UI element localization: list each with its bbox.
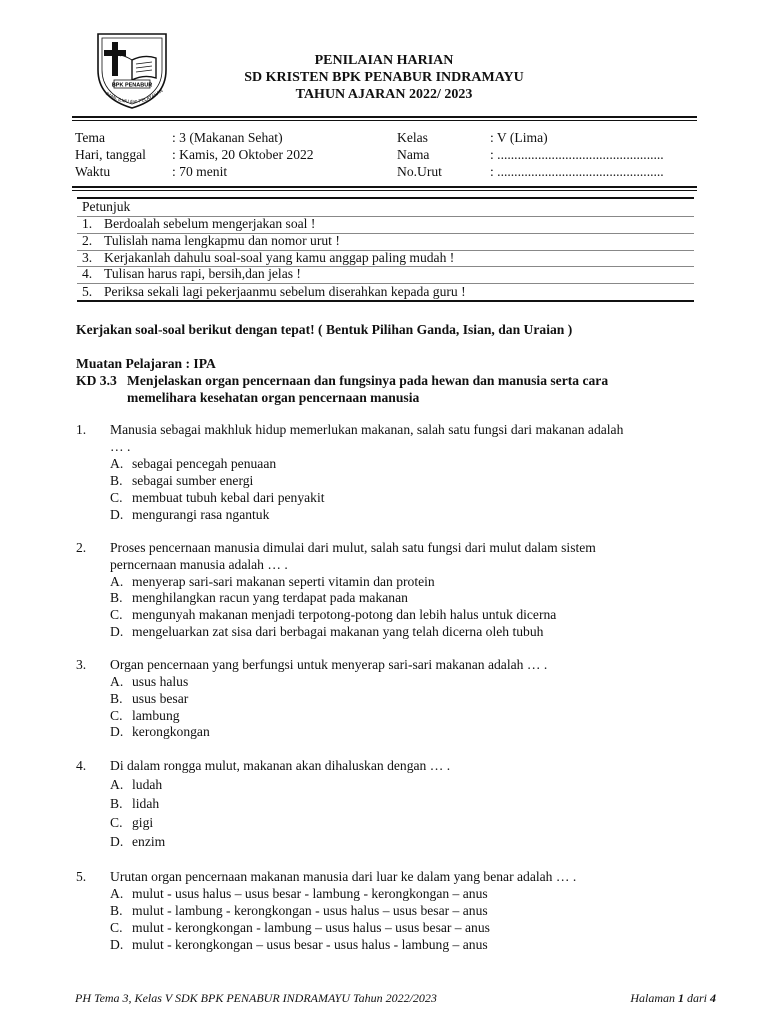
option-b <box>110 691 188 707</box>
question-number: 4. <box>76 758 87 773</box>
instruction-text: Tulislah nama lengkapmu dan nomor urut ! <box>104 233 340 248</box>
option-text: mulut - kerongkongan - lambung – usus halus – usus besar – anus <box>132 920 490 935</box>
instruction-item <box>82 216 315 232</box>
instruction-number: 5. <box>82 284 93 299</box>
option-letter: C. <box>110 708 123 723</box>
info-label-nourut: No.Urut <box>397 164 442 179</box>
header-title: PENILAIAN HARIAN <box>314 53 454 68</box>
info-value-nourut: : ................................................. <box>490 164 664 179</box>
option-text: mengeluarkan zat sisa dari berbagai makanan yang telah dicerna oleh tubuh <box>132 624 544 639</box>
kd-line-2: memelihara kesehatan organ pencernaan manusia <box>127 390 420 405</box>
question-text: Manusia sebagai makhluk hidup memerlukan makanan, salah satu fungsi dari makanan adalah <box>110 422 624 437</box>
option-a <box>110 674 188 690</box>
instruction-item <box>82 233 340 249</box>
option-letter: B. <box>110 473 123 488</box>
option-text: mulut - kerongkongan – usus besar - usus halus - lambung – anus <box>132 937 488 952</box>
option-letter: A. <box>110 456 124 471</box>
logo-banner-text: BPK PENABUR <box>111 82 153 89</box>
info-rule-thin <box>72 190 697 191</box>
question-text: perncernaan manusia adalah … . <box>110 557 288 572</box>
option-letter: A. <box>110 674 124 689</box>
option-text: mulut - lambung - kerongkongan - usus halus – usus besar – anus <box>132 903 488 918</box>
info-value-waktu: : 70 menit <box>172 164 228 179</box>
option-b <box>110 903 488 919</box>
option-letter: B. <box>110 796 123 811</box>
instruction-text: Kerjakanlah dahulu soal-soal yang kamu anggap paling mudah ! <box>104 250 455 265</box>
instruction-item <box>82 284 466 300</box>
option-letter: A. <box>110 574 124 589</box>
instruction-number: 1. <box>82 216 93 231</box>
option-text: membuat tubuh kebal dari penyakit <box>132 490 325 505</box>
question-text: Urutan organ pencernaan makanan manusia dari luar ke dalam yang benar adalah … . <box>110 869 577 884</box>
question-number: 2. <box>76 540 87 555</box>
option-letter: D. <box>110 507 124 522</box>
info-value-nama: : ................................................. <box>490 147 664 162</box>
option-text: enzim <box>132 834 166 849</box>
option-c <box>110 920 490 936</box>
option-text: lidah <box>132 796 160 811</box>
question-number: 5. <box>76 869 87 884</box>
option-text: mengunyah makanan menjadi terpotong-potong dan lebih halus untuk dicerna <box>132 607 557 622</box>
question-text: Organ pencernaan yang berfungsi untuk menyerap sari-sari makanan adalah … . <box>110 657 548 672</box>
option-c <box>110 490 325 506</box>
option-letter: B. <box>110 903 123 918</box>
subject-title: Muatan Pelajaran : IPA <box>76 356 216 371</box>
option-text: mulut - usus halus – usus besar - lambung - kerongkongan – anus <box>132 886 488 901</box>
kd-code: KD 3.3 <box>76 373 117 388</box>
option-letter: B. <box>110 590 123 605</box>
option-text: lambung <box>132 708 180 723</box>
instruction-text: Periksa sekali lagi pekerjaanmu sebelum diserahkan kepada guru ! <box>104 284 466 299</box>
footer-page <box>630 991 716 1006</box>
footer-page-total: 4 <box>710 991 716 1005</box>
option-text: mengurangi rasa ngantuk <box>132 507 270 522</box>
option-text: usus besar <box>132 691 189 706</box>
info-label-waktu: Waktu <box>75 164 111 179</box>
instructions-bottom-border <box>77 300 694 302</box>
question-text: Di dalam rongga mulut, makanan akan dihaluskan dengan … . <box>110 758 451 773</box>
instruction-text: Berdoalah sebelum mengerjakan soal ! <box>104 216 316 231</box>
option-text: menyerap sari-sari makanan seperti vitamin dan protein <box>132 574 435 589</box>
option-letter: B. <box>110 691 123 706</box>
option-text: usus halus <box>132 674 189 689</box>
logo-motto: IMAN, ILMU dan PELAYANAN <box>104 87 164 105</box>
footer-page-prefix: Halaman <box>630 991 678 1005</box>
info-value-hari: : Kamis, 20 Oktober 2022 <box>172 147 314 162</box>
info-value-tema: : 3 (Makanan Sehat) <box>172 130 283 145</box>
kd-line-1: Menjelaskan organ pencernaan dan fungsinya pada hewan dan manusia serta cara <box>127 373 609 388</box>
option-letter: D. <box>110 937 124 952</box>
option-a <box>110 886 488 902</box>
question-number: 3. <box>76 657 87 672</box>
option-letter: A. <box>110 777 124 792</box>
option-d <box>110 834 165 850</box>
school-logo <box>92 30 172 110</box>
footer-left: PH Tema 3, Kelas V SDK BPK PENABUR INDRAMAYU Tahun 2022/2023 <box>75 991 437 1005</box>
header-school: SD KRISTEN BPK PENABUR INDRAMAYU <box>244 70 524 85</box>
instruction-number: 2. <box>82 233 93 248</box>
option-d <box>110 937 488 953</box>
option-a <box>110 777 162 793</box>
question-text: … . <box>110 439 131 454</box>
option-c <box>110 607 556 623</box>
option-b <box>110 473 253 489</box>
option-c <box>110 815 153 831</box>
instruction-text: Tulisan harus rapi, bersih,dan jelas ! <box>104 266 301 281</box>
question-number: 1. <box>76 422 87 437</box>
question-text: Proses pencernaan manusia dimulai dari mulut, salah satu fungsi dari mulut dalam sistem <box>110 540 596 555</box>
option-b <box>110 796 159 812</box>
option-letter: D. <box>110 834 124 849</box>
option-text: ludah <box>132 777 163 792</box>
instructions-top-border <box>77 197 694 199</box>
option-letter: A. <box>110 886 124 901</box>
option-c <box>110 708 180 724</box>
option-d <box>110 624 543 640</box>
option-letter: C. <box>110 920 123 935</box>
header-rule-thin <box>72 120 697 121</box>
option-text: sebagai pencegah penuaan <box>132 456 277 471</box>
option-d <box>110 507 269 523</box>
option-letter: C. <box>110 815 123 830</box>
instruction-item <box>82 266 301 282</box>
option-a <box>110 574 435 590</box>
info-label-hari: Hari, tanggal <box>75 147 146 162</box>
info-label-nama: Nama <box>397 147 430 162</box>
option-d <box>110 724 210 740</box>
instruction-item <box>82 250 454 266</box>
option-letter: D. <box>110 724 124 739</box>
info-rule <box>72 186 697 188</box>
option-text: menghilangkan racun yang terdapat pada makanan <box>132 590 408 605</box>
footer-page-mid: dari <box>683 991 710 1005</box>
option-letter: C. <box>110 607 123 622</box>
option-b <box>110 590 408 606</box>
instruction-number: 4. <box>82 266 93 281</box>
header-year: TAHUN AJARAN 2022/ 2023 <box>295 87 473 102</box>
info-label-tema: Tema <box>75 130 105 145</box>
instructions-title: Petunjuk <box>82 199 131 214</box>
header-rule <box>72 116 697 118</box>
option-letter: D. <box>110 624 124 639</box>
option-text: kerongkongan <box>132 724 210 739</box>
info-label-kelas: Kelas <box>397 130 428 145</box>
footer-page-number: 1 <box>677 991 684 1005</box>
instruction-number: 3. <box>82 250 93 265</box>
option-a <box>110 456 276 472</box>
option-letter: C. <box>110 490 123 505</box>
info-value-kelas: : V (Lima) <box>490 130 548 145</box>
option-text: sebagai sumber energi <box>132 473 254 488</box>
option-text: gigi <box>132 815 154 830</box>
exam-directive: Kerjakan soal-soal berikut dengan tepat! ( Bentuk Pilihan Ganda, Isian, dan Uraian ) <box>76 322 573 337</box>
